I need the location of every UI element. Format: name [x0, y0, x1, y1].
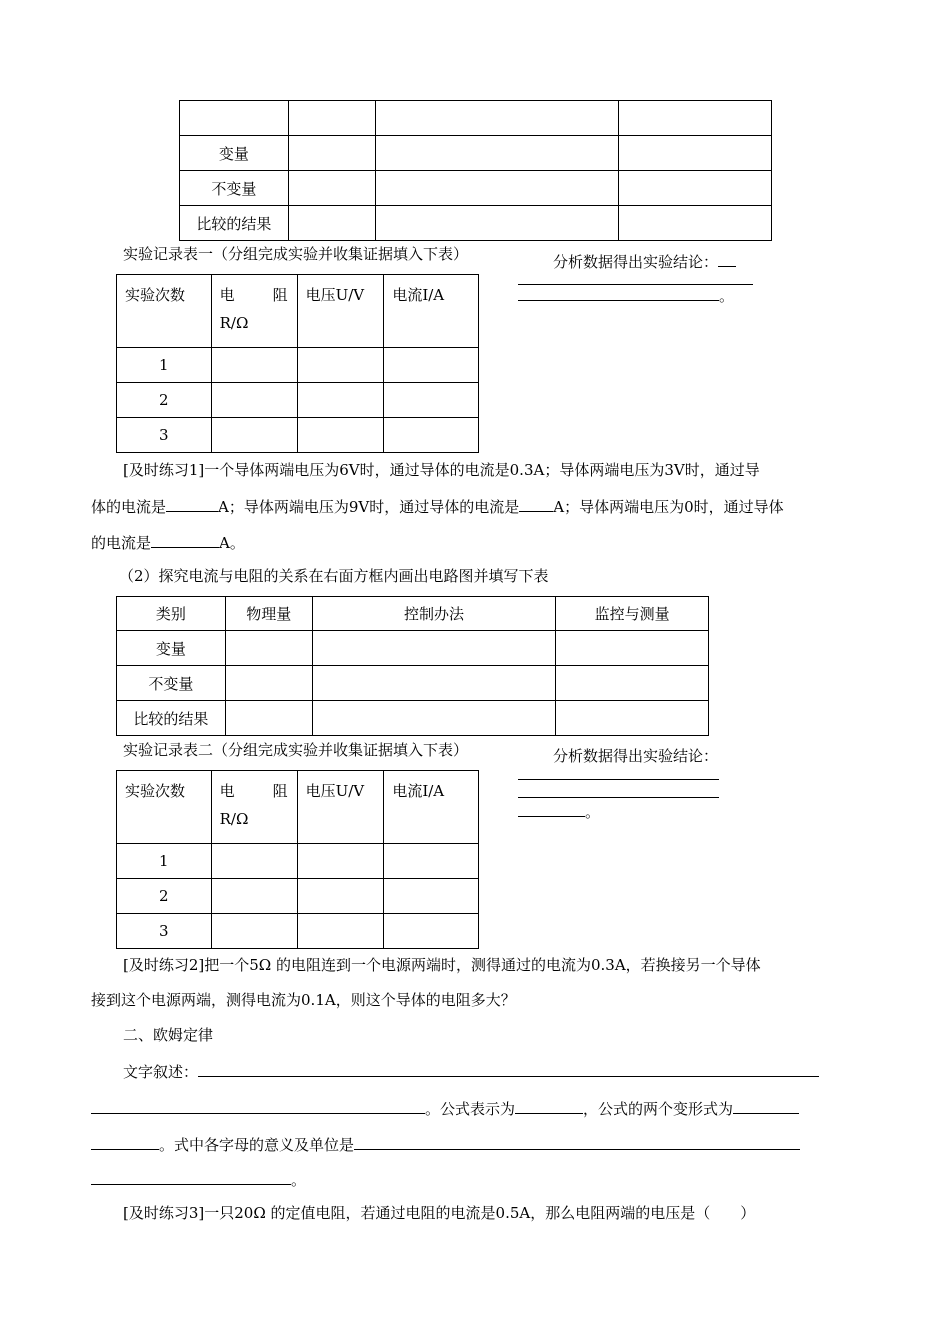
table-row: [117, 418, 479, 453]
table-row: [180, 206, 772, 241]
table-cell[interactable]: [211, 418, 297, 453]
conclusion2-end: 。: [585, 803, 601, 821]
table-cell[interactable]: [297, 418, 384, 453]
table-cell[interactable]: [384, 914, 479, 949]
table-row: [117, 631, 709, 666]
table-cell[interactable]: [556, 631, 709, 666]
conclusion2-blank-b[interactable]: [518, 797, 719, 798]
ohm-desc-line: [123, 1060, 819, 1082]
table-cell[interactable]: [384, 879, 479, 914]
table-row: [117, 383, 479, 418]
table-cell[interactable]: [211, 348, 297, 383]
table-header-row: [117, 771, 479, 844]
practice1-blank-3[interactable]: [151, 531, 219, 548]
table-row: [117, 844, 479, 879]
table-variables-1: [179, 100, 772, 241]
table-cell: [180, 101, 289, 136]
table-row: [117, 879, 479, 914]
table-cell[interactable]: [556, 666, 709, 701]
header-current: 电流I/A: [384, 275, 479, 348]
ohm-end: 。: [291, 1171, 307, 1189]
ohm-desc-blank-2[interactable]: [91, 1097, 425, 1114]
conclusion2-blank-a[interactable]: [518, 779, 719, 780]
practice1-text-b: A；导体两端电压为9V时，通过导体的电流是: [218, 498, 520, 516]
ohm-desc-blank-1[interactable]: [198, 1060, 819, 1077]
row-label: 不变量: [117, 666, 226, 701]
practice2-line2: 接到这个电源两端，测得电流为0.1A，则这个导体的电阻多大？: [91, 991, 516, 1009]
header-resistance-left: 电: [219, 782, 235, 800]
table-cell[interactable]: [211, 914, 297, 949]
table-cell[interactable]: [288, 171, 375, 206]
table-cell[interactable]: [384, 383, 479, 418]
header-resistance: [211, 771, 297, 844]
table-cell[interactable]: [297, 348, 384, 383]
row-label: 比较的结果: [180, 206, 289, 241]
row-number: 3: [117, 418, 212, 453]
table-cell[interactable]: [375, 136, 619, 171]
row-number: 2: [117, 879, 212, 914]
record2-title: 实验记录表二（分组完成实验并收集证据填入下表）: [123, 741, 469, 759]
header-resistance-right: 阻: [272, 782, 288, 800]
table-cell[interactable]: [288, 136, 375, 171]
table-cell[interactable]: [225, 666, 312, 701]
header-resistance-unit: R/Ω: [219, 314, 249, 332]
practice3-text: [及时练习3]一只20Ω 的定值电阻，若通过电阻的电流是0.5A，那么电阻两端的电压是（ ）: [123, 1204, 756, 1222]
conclusion2-line3: [518, 800, 600, 822]
table-cell[interactable]: [375, 171, 619, 206]
row-number: 3: [117, 914, 212, 949]
practice1-line1: [及时练习1]一个导体两端电压为6V时，通过导体的电流是0.3A；导体两端电压为3V时，通过导: [123, 461, 760, 479]
ohm-meaning-label: 。式中各字母的意义及单位是: [159, 1136, 355, 1154]
table-cell[interactable]: [619, 101, 772, 136]
table-cell[interactable]: [375, 101, 619, 136]
table-cell[interactable]: [384, 844, 479, 879]
row-label: 变量: [117, 631, 226, 666]
table-header-row: [117, 275, 479, 348]
conclusion1-label: [553, 250, 736, 272]
header-voltage: 电压U/V: [297, 275, 384, 348]
conclusion1-blank-a[interactable]: [718, 250, 736, 267]
table-row: [117, 914, 479, 949]
table-row: [180, 101, 772, 136]
table-cell[interactable]: [297, 844, 384, 879]
header-resistance-left: 电: [219, 286, 235, 304]
ohm-meaning-line: [91, 1133, 800, 1155]
practice1-blank-2[interactable]: [519, 495, 553, 512]
table-cell[interactable]: [619, 136, 772, 171]
table-variables-2: [116, 596, 709, 736]
table-cell[interactable]: [297, 914, 384, 949]
header-current: 电流I/A: [384, 771, 479, 844]
table-cell[interactable]: [211, 844, 297, 879]
ohm-meaning-blank-1[interactable]: [354, 1133, 800, 1150]
table-cell[interactable]: [312, 666, 556, 701]
header-count: 实验次数: [117, 771, 212, 844]
practice2-line1: [及时练习2]把一个5Ω 的电阻连到一个电源两端时，测得通过的电流为0.3A，若换接另一个导体: [123, 956, 761, 974]
record1-title: 实验记录表一（分组完成实验并收集证据填入下表）: [123, 245, 469, 263]
table-cell[interactable]: [619, 206, 772, 241]
row-number: 1: [117, 348, 212, 383]
header-resistance-unit: R/Ω: [219, 810, 249, 828]
header-control: 控制办法: [312, 597, 556, 631]
header-resistance-right: 阻: [272, 286, 288, 304]
table-cell[interactable]: [297, 879, 384, 914]
ohm-variants-blank-1[interactable]: [733, 1097, 799, 1114]
conclusion1-end: 。: [719, 287, 735, 305]
record-table-2: [116, 770, 479, 949]
ohm-formula-blank[interactable]: [515, 1097, 583, 1114]
header-quantity: 物理量: [225, 597, 312, 631]
practice1-text-c: A；导体两端电压为0时，通过导体: [553, 498, 784, 516]
header-count: 实验次数: [117, 275, 212, 348]
row-label: 比较的结果: [117, 701, 226, 736]
ohm-formula-label: 。公式表示为: [425, 1100, 516, 1118]
conclusion2-blank-c[interactable]: [518, 800, 585, 817]
header-monitor: 监控与测量: [556, 597, 709, 631]
conclusion2-label: 分析数据得出实验结论：: [553, 747, 719, 765]
header-voltage: 电压U/V: [297, 771, 384, 844]
practice1-blank-1[interactable]: [166, 495, 218, 512]
table-cell[interactable]: [225, 631, 312, 666]
ohm-formula-line: [91, 1097, 799, 1119]
row-number: 2: [117, 383, 212, 418]
table-row: [117, 701, 709, 736]
practice1-text-e: A。: [219, 534, 245, 552]
table-cell[interactable]: [211, 879, 297, 914]
ohm-variants-blank-2[interactable]: [91, 1133, 159, 1150]
ohm-title: 二、欧姆定律: [123, 1026, 214, 1044]
table-cell[interactable]: [288, 206, 375, 241]
header-resistance: [211, 275, 297, 348]
table-header-row: [117, 597, 709, 631]
record-table-1: [116, 274, 479, 453]
table-cell[interactable]: [556, 701, 709, 736]
row-label: 变量: [180, 136, 289, 171]
row-number: 1: [117, 844, 212, 879]
table-cell[interactable]: [384, 418, 479, 453]
ohm-meaning-blank-2[interactable]: [91, 1168, 291, 1185]
practice1-line3: [91, 531, 245, 553]
table-cell[interactable]: [312, 701, 556, 736]
ohm-end-line: [91, 1168, 306, 1190]
table-row: [117, 666, 709, 701]
table-cell[interactable]: [375, 206, 619, 241]
table-cell[interactable]: [297, 383, 384, 418]
practice1-text-d: 的电流是: [91, 534, 152, 552]
practice1-line2: [91, 495, 784, 517]
header-category: 类别: [117, 597, 226, 631]
table-cell[interactable]: [288, 101, 375, 136]
table-cell[interactable]: [619, 171, 772, 206]
table-cell[interactable]: [384, 348, 479, 383]
conclusion1-line2: [518, 284, 734, 306]
conclusion1-label-text: 分析数据得出实验结论：: [553, 253, 719, 271]
table-row: [117, 348, 479, 383]
ohm-desc-label: 文字叙述：: [123, 1063, 199, 1081]
table-cell[interactable]: [225, 701, 312, 736]
table-cell[interactable]: [312, 631, 556, 666]
table-cell[interactable]: [211, 383, 297, 418]
conclusion1-blank-c[interactable]: [518, 284, 719, 301]
row-label: 不变量: [180, 171, 289, 206]
practice1-text-a: 体的电流是: [91, 498, 167, 516]
table-row: [180, 171, 772, 206]
table-row: [180, 136, 772, 171]
section2-title: （2）探究电流与电阻的关系在右面方框内画出电路图并填写下表: [119, 567, 549, 585]
ohm-variants-label: ，公式的两个变形式为: [583, 1100, 734, 1118]
